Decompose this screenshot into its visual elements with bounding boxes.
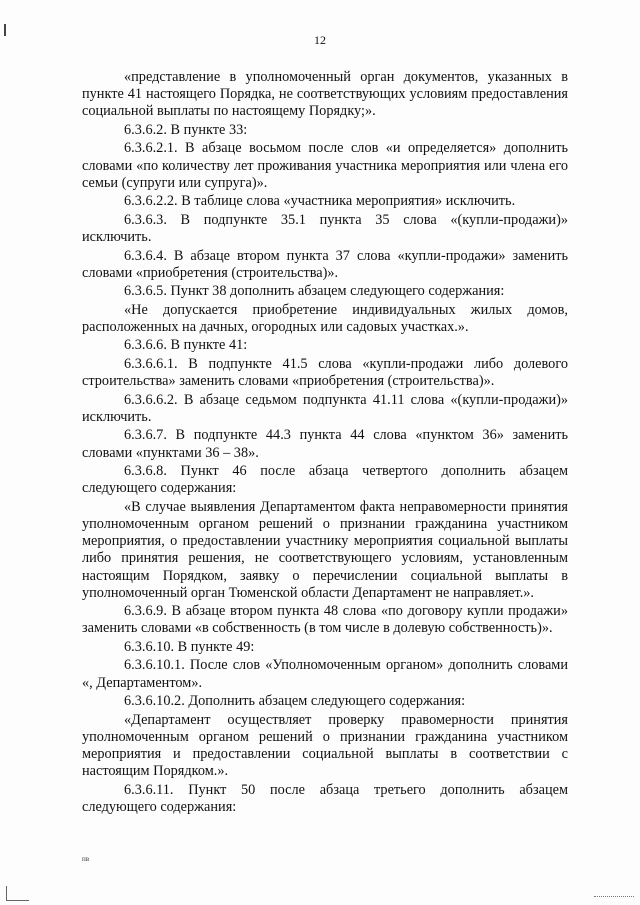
scan-corner-mark (6, 886, 29, 901)
paragraph: 6.3.6.5. Пункт 38 дополнить абзацем следующего содержания: (124, 283, 505, 300)
paragraph: 6.3.6.2. В пункте 33: (124, 121, 248, 138)
paragraph: 6.3.6.6.1. В подпункте 41.5 слова «купли-продажи либо долевого строительства» заменить словами «приобретения (строительства)». (82, 355, 568, 390)
paragraph: 6.3.6.7. В подпункте 44.3 пункта 44 слова «пунктом 36» заменить словами «пунктами 36 – 38». (82, 427, 568, 461)
paragraph: «представление в уполномоченный орган документов, указанных в пункте 41 настоящего Порядка, не соответствующих условиям предоставления социальной выплаты по настоящему Порядку;». (82, 69, 568, 120)
paragraph: 6.3.6.4. В абзаце втором пункта 37 слова «купли-продажи» заменить словами «приобретения (строительства)». (82, 247, 568, 281)
scan-edge-mark (594, 895, 634, 897)
paragraph: 6.3.6.2.2. В таблице слова «участника мероприятия» исключить. (124, 193, 516, 210)
paragraph: «Не допускается приобретение индивидуальных жилых домов, расположенных на дачных, огородных или садовых участках.». (82, 301, 568, 335)
paragraph: «В случае выявления Департаментом факта неправомерности принятия уполномоченным органом решений о признании гражданина участником мероприятия, о предоставлении участнику мероприятия социальной выплаты либо принятия решения, не соответствующего условиям, установленным настоящим Порядком, заявку о перечислении социальной выплаты в уполномоченный орган Тюменской области Департамент не направляет.». (82, 498, 568, 601)
footer-code: пв (82, 855, 90, 863)
paragraph: 6.3.6.9. В абзаце втором пункта 48 слова «по договору купли продажи» заменить словами «в собственность (в том числе в долевую собственность)». (82, 603, 568, 637)
paragraph: «Департамент осуществляет проверку правомерности принятия уполномоченным органом решений о признании гражданина участником мероприятия и предоставлении социальной выплаты в соответствии с настоящим Порядком.». (82, 711, 568, 780)
paragraph: 6.3.6.2.1. В абзаце восьмом после слов «и определяется» дополнить словами «по количеству лет проживания участника мероприятия или члена его семьи (супруги или супруга)». (82, 140, 568, 191)
document-body (82, 69, 568, 817)
page-number: 12 (314, 33, 326, 47)
paragraph: 6.3.6.10.2. Дополнить абзацем следующего содержания: (124, 693, 466, 710)
paragraph: 6.3.6.6.2. В абзаце седьмом подпункта 41.11 слова «(купли-продажи)» исключить. (82, 391, 568, 425)
paragraph: 6.3.6.8. Пункт 46 после абзаца четвертого дополнить абзацем следующего содержания: (82, 463, 568, 497)
paragraph: 6.3.6.6. В пункте 41: (124, 337, 248, 354)
paragraph: 6.3.6.10. В пункте 49: (124, 638, 255, 655)
paragraph: 6.3.6.10.1. После слов «Уполномоченным органом» дополнить словами «, Департаментом». (82, 657, 568, 691)
paragraph: 6.3.6.3. В подпункте 35.1 пункта 35 слова «(купли-продажи)» исключить. (82, 211, 568, 246)
paragraph: 6.3.6.11. Пункт 50 после абзаца третьего дополнить абзацем следующего содержания: (82, 781, 568, 815)
